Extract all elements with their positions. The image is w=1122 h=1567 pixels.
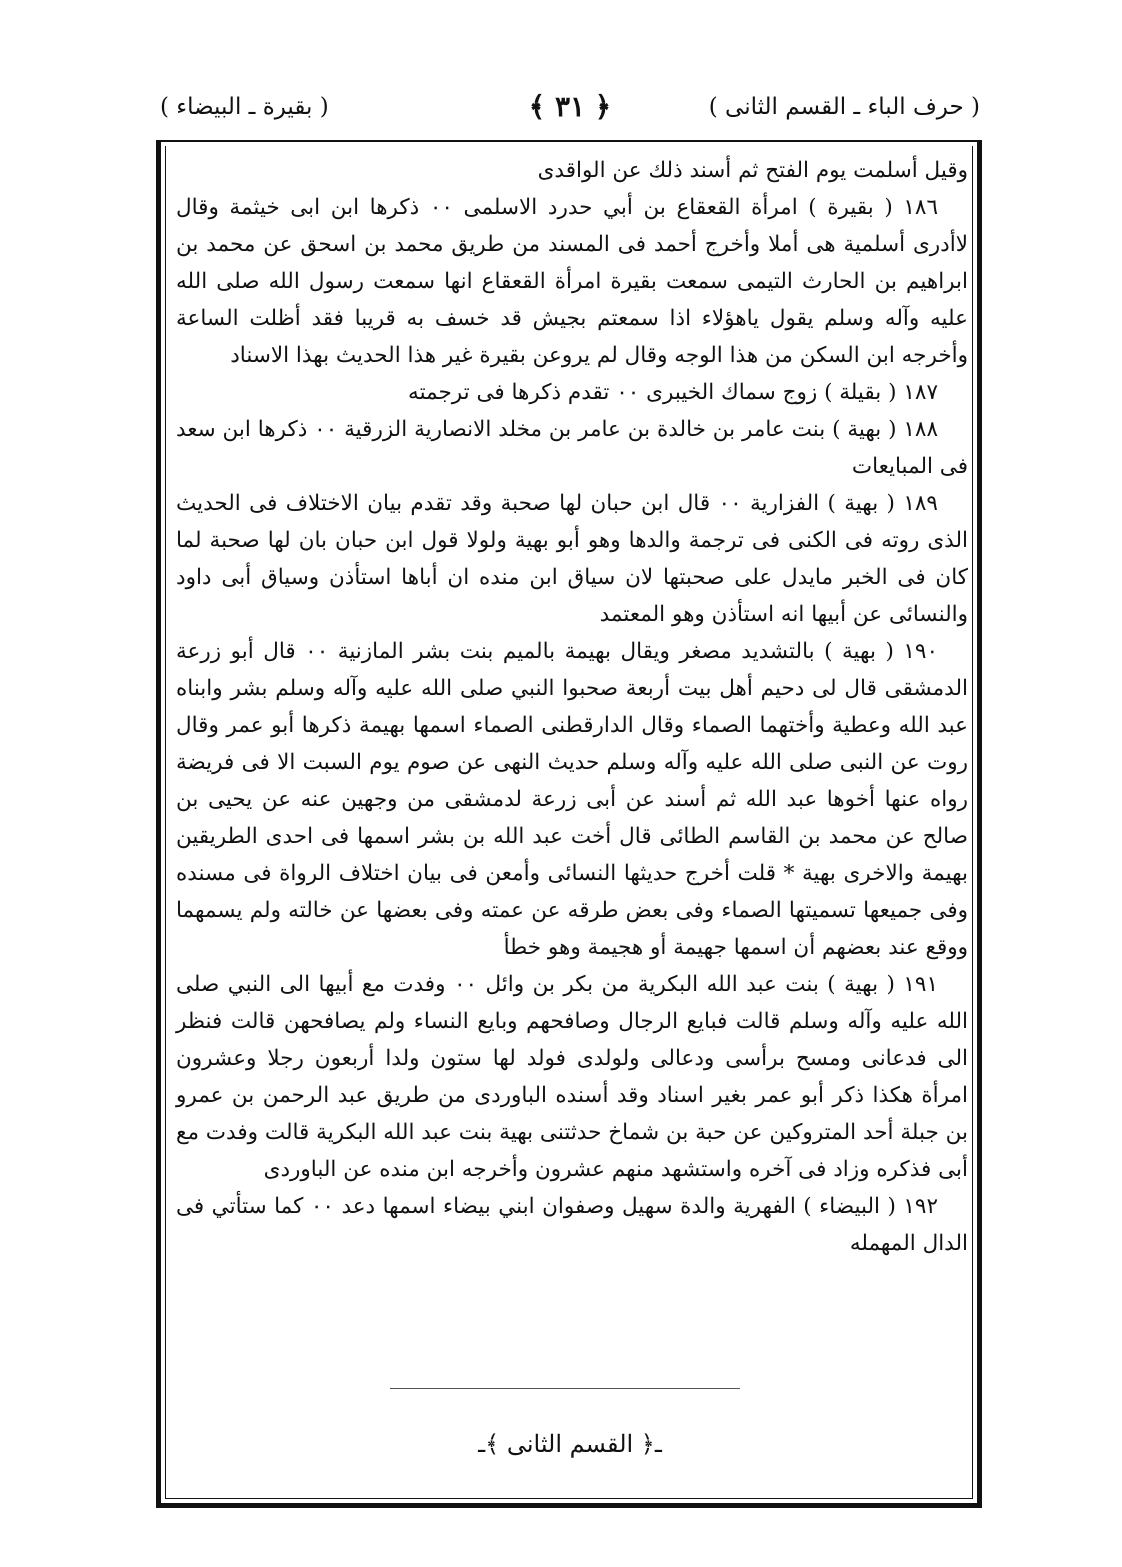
page-body [176, 152, 968, 1262]
divider-line [390, 1388, 740, 1389]
entry-range: ( بقيرة ـ البيضاء ) [160, 94, 329, 120]
entry-190: ١٩٠ ( بهية ) بالتشديد مصغر ويقال بهيمة بالميم بنت بشر المازنية ٠٠ قال أبو زرعة الدمشقى قال لى دحيم أهل بيت أربعة صحبوا النبي صلى الله عليه وآله وسلم بشر وابناه عبد الله وعطية وأختهما الصماء وقال الدارقطنى الصماء اسمها بهيمة ذكرها أبو عمر وقال روت عن النبى صلى الله عليه وآله وسلم حديث النهى عن صوم يوم السبت الا فى فريضة رواه عنها أخوها عبد الله ثم أسند عن أبى زرعة لدمشقى من وجهين عنه عن يحيى بن صالح عن محمد بن القاسم الطائى قال أخت عبد الله بن بشر اسمها فى احدى الطريقين بهيمة والاخرى بهية * قلت أخرج حديثها النسائى وأمعن فى بيان اختلاف الرواة فى مسنده وفى جميعها تسميتها الصماء وفى بعض طرقه عن عمته وفى بعضها عن خالته ولم يسمهما ووقع عند بعضهم أن اسمها جهيمة أو هجيمة وهو خطأ [176, 639, 968, 960]
section-title: ( حرف الباء ـ القسم الثانى ) [708, 94, 980, 120]
entry-192: ١٩٢ ( البيضاء ) الفهرية والدة سهيل وصفوان ابني بيضاء اسمها دعد ٠٠ كما ستأتي فى الدال المهمله [176, 1194, 968, 1256]
entry-191: ١٩١ ( بهية ) بنت عبد الله البكرية من بكر بن وائل ٠٠ وفدت مع أبيها الى النبي صلى الله عليه وآله وسلم قالت فبايع الرجال وصافحهم وبايع النساء ولم يصافحهن قالت فنظر الى فدعانى ومسح برأسى ودعالى ولولدى فولد لها ستون ولدا أربعون رجلا وعشرون امرأة هكذا ذكر أبو عمر بغير اسناد وقد أسنده الباوردى من طريق عبد الرحمن بن عمرو بن جبلة أحد المتروكين عن حبة بن شماخ حدثتنى بهية بنت عبد الله البكرية قالت وفدت مع أبى فذكره وزاد فى آخره واستشهد منهم عشرون وأخرجه ابن منده عن الباوردى [176, 972, 968, 1182]
entry-188: ١٨٨ ( بهية ) بنت عامر بن خالدة بن عامر بن مخلد الانصارية الزرقية ٠٠ ذكرها ابن سعد فى المبايعات [176, 417, 968, 479]
entry-187: ١٨٧ ( بقيلة ) زوج سماك الخيبرى ٠٠ تقدم ذكرها فى ترجمته [408, 380, 938, 405]
entry-186: ١٨٦ ( بقيرة ) امرأة القعقاع بن أبي حدرد الاسلمى ٠٠ ذكرها ابن ابى خيثمة وقال لاأدرى أسلمية هى أملا وأخرج أحمد فى المسند من طريق محمد بن اسحق عن محمد بن ابراهيم بن الحارث التيمى سمعت بقيرة امرأة القعقاع انها سمعت رسول الله صلى الله عليه وآله وسلم يقول ياهؤلاء اذا سمعتم بجيش قد خسف به قريبا فقد أظلت الساعة وأخرجه ابن السكن من هذا الوجه وقال لم يروعن بقيرة غير هذا الحديث بهذا الاسناد [176, 195, 968, 368]
page-number: ﴿ ٣١ ﴾ [528, 90, 612, 123]
paragraph: وقيل أسلمت يوم الفتح ثم أسند ذلك عن الواقدى [537, 158, 968, 183]
page-header [160, 92, 980, 132]
page-footer: ـ﴿ القسم الثانى ﴾ـ [478, 1430, 662, 1458]
entry-189: ١٨٩ ( بهية ) الفزارية ٠٠ قال ابن حبان لها صحبة وقد تقدم بيان الاختلاف فى الحديث الذى روته فى الكنى فى ترجمة والدها وهو أبو بهية ولولا قول ابن حبان بان لها صحبة لما كان فى الخبر مايدل على صحبتها لان سياق ابن منده ان أباها استأذن وسياق أبى داود والنسائى عن أبيها انه استأذن وهو المعتمد [176, 491, 968, 627]
